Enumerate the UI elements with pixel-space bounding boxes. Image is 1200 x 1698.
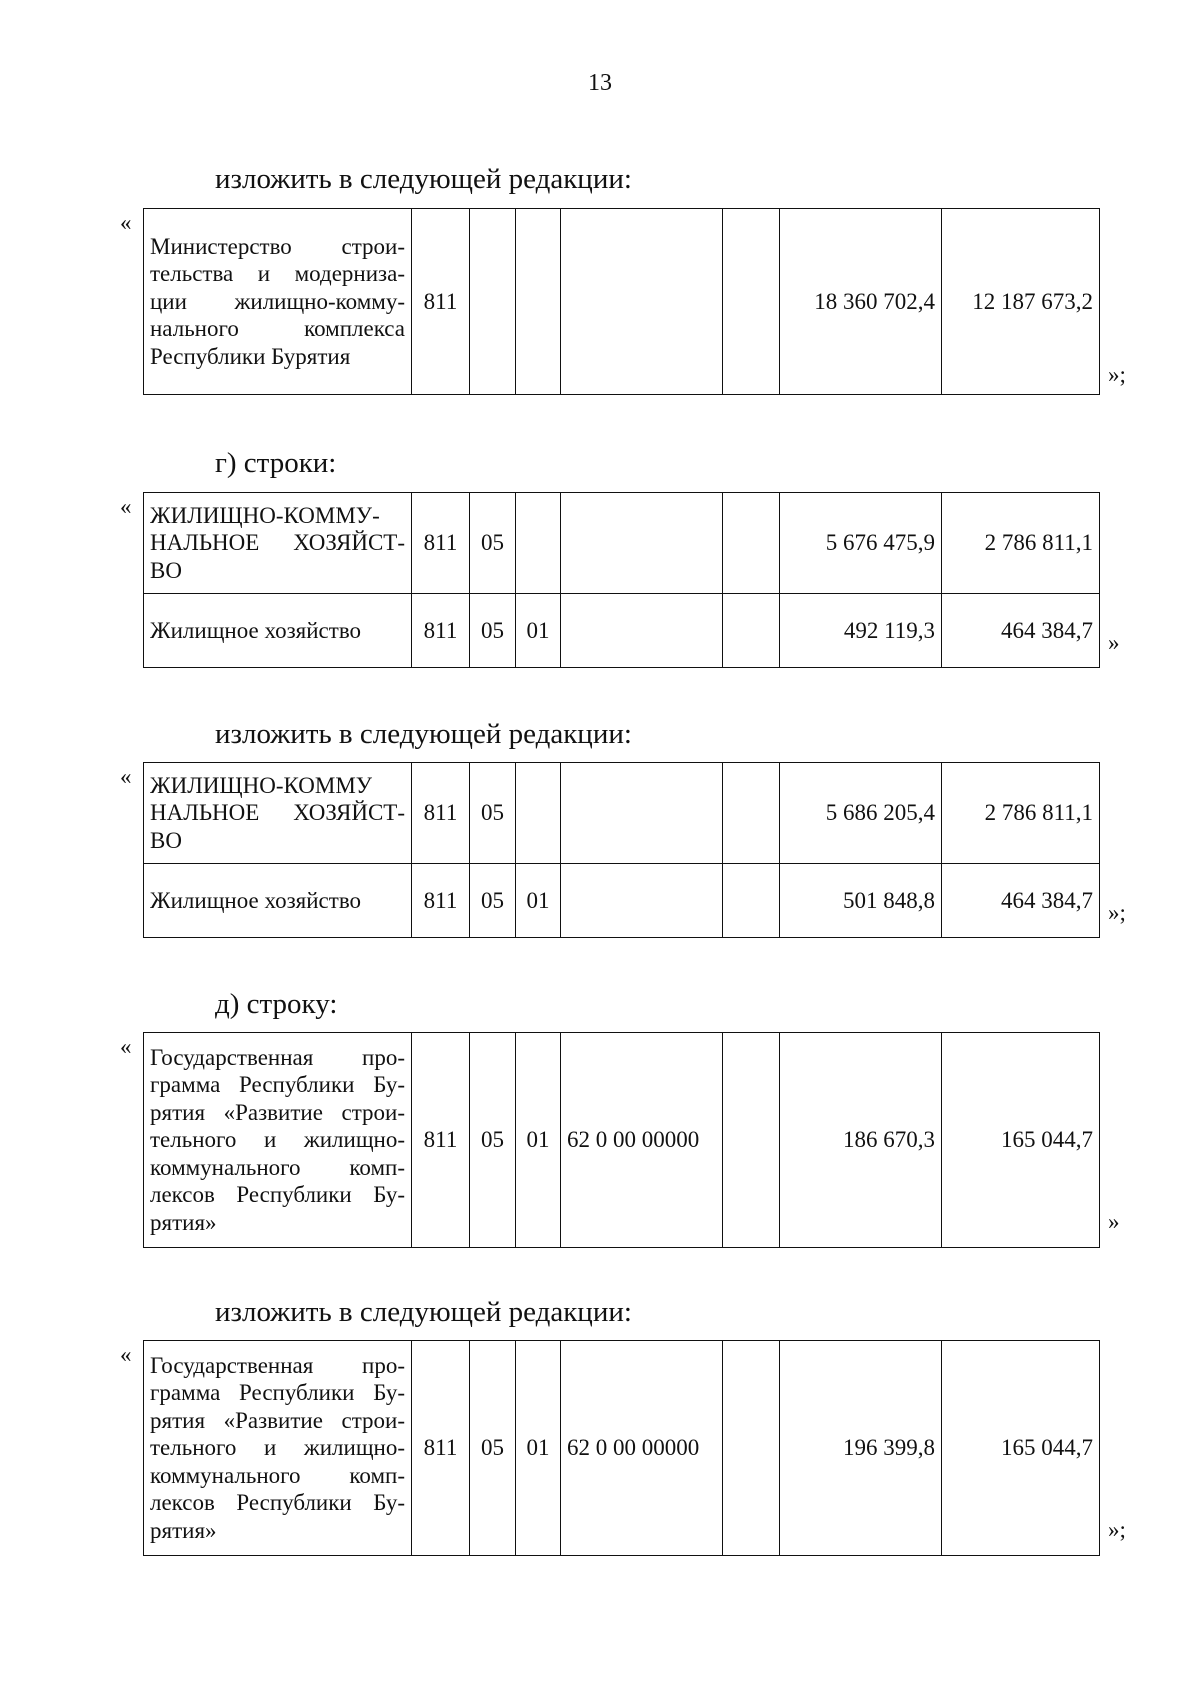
cell-ministry-code: 811: [412, 493, 470, 594]
cell-name: [144, 493, 412, 594]
cell-section-code: 05: [470, 594, 516, 668]
cell-ministry-code: 811: [412, 864, 470, 938]
cell-expense-type: [723, 209, 780, 395]
close-quote: »;: [1108, 1517, 1126, 1542]
name-line: коммунального комп-: [150, 1462, 405, 1488]
cell-name: [144, 1341, 412, 1556]
cell-name: [144, 594, 412, 668]
name-line: Государственная про-: [150, 1352, 405, 1378]
cell-amount-1: 5 676 475,9: [780, 493, 942, 594]
cell-expense-type: [723, 594, 780, 668]
close-quote: »;: [1108, 900, 1126, 925]
name-line: лексов Республики Бу-: [150, 1182, 405, 1208]
name-line: ЖИЛИЩНО-КОММУ-: [150, 502, 380, 528]
name-line: ВО: [150, 827, 182, 853]
budget-table: [143, 492, 1100, 668]
cell-amount-2: 12 187 673,2: [942, 209, 1100, 395]
open-quote: «: [120, 494, 132, 519]
section-heading: г) строки:: [215, 447, 337, 479]
close-quote: »: [1108, 1209, 1120, 1234]
name-line: Государственная про-: [150, 1044, 405, 1070]
cell-expense-type: [723, 864, 780, 938]
section-heading: изложить в следующей редакции:: [215, 718, 632, 750]
cell-subsection-code: 01: [516, 594, 561, 668]
cell-amount-1: 492 119,3: [780, 594, 942, 668]
name-line: рятия»: [150, 1517, 217, 1543]
budget-table: [143, 208, 1100, 395]
cell-amount-1: 501 848,8: [780, 864, 942, 938]
cell-target-article: [561, 493, 723, 594]
section-heading: изложить в следующей редакции:: [215, 1296, 632, 1328]
table-row: [144, 1341, 1100, 1556]
cell-section-code: 05: [470, 1341, 516, 1556]
section-heading: д) строку:: [215, 988, 338, 1020]
name-line: грамма Республики Бу-: [150, 1072, 405, 1098]
cell-expense-type: [723, 763, 780, 864]
cell-section-code: 05: [470, 763, 516, 864]
cell-ministry-code: 811: [412, 594, 470, 668]
name-line: коммунального комп-: [150, 1154, 405, 1180]
open-quote: «: [120, 1034, 132, 1059]
cell-subsection-code: 01: [516, 864, 561, 938]
table-row: [144, 594, 1100, 668]
name-line: тельного и жилищно-: [150, 1127, 405, 1153]
cell-section-code: 05: [470, 1033, 516, 1248]
name-line: НАЛЬНОЕ ХОЗЯЙСТ-: [150, 800, 405, 826]
cell-name: [144, 864, 412, 938]
name-line: ЖИЛИЩНО-КОММУ: [150, 772, 373, 798]
cell-ministry-code: 811: [412, 1033, 470, 1248]
cell-expense-type: [723, 1033, 780, 1248]
open-quote: «: [120, 1342, 132, 1367]
table-row: [144, 1033, 1100, 1248]
name-line: рятия»: [150, 1209, 217, 1235]
cell-amount-1: 18 360 702,4: [780, 209, 942, 395]
name-line: рятия «Развитие строи-: [150, 1099, 405, 1125]
cell-section-code: 05: [470, 493, 516, 594]
name-line: НАЛЬНОЕ ХОЗЯЙСТ-: [150, 530, 405, 556]
table-row: [144, 763, 1100, 864]
name-line: Республики Бурятия: [150, 343, 351, 369]
name-line: грамма Республики Бу-: [150, 1380, 405, 1406]
name-line: Министерство строи-: [150, 233, 405, 259]
cell-section-code: [470, 209, 516, 395]
cell-target-article: 62 0 00 00000: [561, 1341, 723, 1556]
cell-amount-1: 196 399,8: [780, 1341, 942, 1556]
cell-section-code: 05: [470, 864, 516, 938]
name-line: ции жилищно-комму-: [150, 288, 405, 314]
cell-ministry-code: 811: [412, 763, 470, 864]
cell-amount-2: 464 384,7: [942, 594, 1100, 668]
cell-amount-2: 464 384,7: [942, 864, 1100, 938]
cell-target-article: 62 0 00 00000: [561, 1033, 723, 1248]
cell-expense-type: [723, 493, 780, 594]
name-line: Жилищное хозяйство: [150, 887, 362, 913]
cell-name: [144, 1033, 412, 1248]
cell-amount-2: 2 786 811,1: [942, 493, 1100, 594]
budget-table: [143, 1032, 1100, 1248]
cell-ministry-code: 811: [412, 209, 470, 395]
cell-name: [144, 763, 412, 864]
section-heading: изложить в следующей редакции:: [215, 163, 632, 195]
table-row: [144, 209, 1100, 395]
cell-subsection-code: 01: [516, 1341, 561, 1556]
cell-amount-1: 5 686 205,4: [780, 763, 942, 864]
name-line: ВО: [150, 557, 182, 583]
cell-target-article: [561, 209, 723, 395]
budget-table: [143, 762, 1100, 938]
cell-ministry-code: 811: [412, 1341, 470, 1556]
cell-subsection-code: [516, 763, 561, 864]
cell-amount-2: 2 786 811,1: [942, 763, 1100, 864]
open-quote: «: [120, 764, 132, 789]
name-line: рятия «Развитие строи-: [150, 1407, 405, 1433]
open-quote: «: [120, 210, 132, 235]
cell-amount-2: 165 044,7: [942, 1033, 1100, 1248]
cell-expense-type: [723, 1341, 780, 1556]
close-quote: »;: [1108, 362, 1126, 387]
name-line: нального комплекса: [150, 316, 405, 342]
name-line: Жилищное хозяйство: [150, 617, 362, 643]
name-line: лексов Республики Бу-: [150, 1490, 405, 1516]
cell-amount-1: 186 670,3: [780, 1033, 942, 1248]
close-quote: »: [1108, 630, 1120, 655]
name-line: тельного и жилищно-: [150, 1435, 405, 1461]
table-row: [144, 493, 1100, 594]
page-number: 13: [588, 70, 612, 96]
cell-name: [144, 209, 412, 395]
cell-target-article: [561, 594, 723, 668]
table-row: [144, 864, 1100, 938]
name-line: тельства и модерниза-: [150, 261, 405, 287]
cell-target-article: [561, 864, 723, 938]
cell-subsection-code: [516, 209, 561, 395]
budget-table: [143, 1340, 1100, 1556]
cell-subsection-code: [516, 493, 561, 594]
cell-amount-2: 165 044,7: [942, 1341, 1100, 1556]
cell-target-article: [561, 763, 723, 864]
cell-subsection-code: 01: [516, 1033, 561, 1248]
